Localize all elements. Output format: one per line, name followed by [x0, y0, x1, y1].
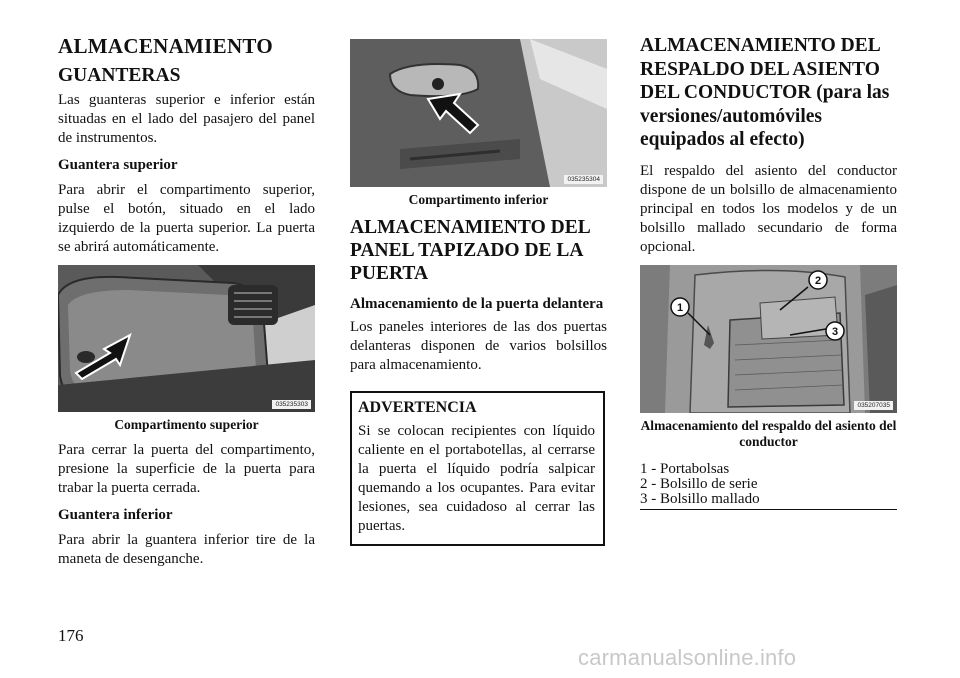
legend-item: 1 - Portabolsas — [640, 460, 730, 477]
lower-glove-box-open-text: Para abrir la guantera inferior tire de la maneta de desenganche. — [58, 532, 315, 567]
upper-glove-box-heading: Guantera superior — [58, 157, 178, 173]
warning-box — [350, 391, 605, 546]
upper-compartment-figure — [58, 265, 315, 412]
right-column — [640, 34, 897, 510]
section-title-glove-boxes: GUANTERAS — [58, 65, 181, 86]
page-number: 176 — [58, 626, 84, 645]
figure-caption: Almacenamiento del respaldo del asiento del conductor — [640, 417, 897, 449]
callout-number: 2 — [814, 274, 822, 287]
figure-code: 035207035 — [854, 401, 893, 410]
warning-text: Si se colocan recipientes con líquido caliente en el portabotellas, al cerrarse la puerta el líquido podría salpicar quemando a los ocupantes. Para evitar lesiones, sea cuidadoso al cerrar las puertas. — [358, 423, 595, 534]
upper-glove-box-open-text: Para abrir el compartimento superior, pulse el botón, situado en el lado izquierdo de la puerta superior. La puerta se abrirá automáticamente. — [58, 182, 315, 255]
figure-caption: Compartimento inferior — [408, 192, 549, 207]
seatback-storage-figure — [640, 265, 897, 413]
callout-number: 1 — [676, 301, 684, 314]
glove-boxes-intro: Las guanteras superior e inferior están situadas en el lado del pasajero del panel de instrumentos. — [58, 92, 315, 146]
lower-compartment-illustration — [350, 39, 607, 187]
section-title-door-storage: ALMACENAMIENTO DEL PANEL TAPIZADO DE LA PUERTA — [350, 217, 590, 284]
figure-code: 035235304 — [564, 175, 603, 184]
watermark-link[interactable]: carmanualsonline.info — [578, 645, 797, 670]
warning-title: ADVERTENCIA — [358, 399, 477, 416]
figure-caption: Compartimento superior — [114, 417, 259, 432]
page-title: ALMACENAMIENTO — [58, 34, 273, 58]
upper-glove-box-close-text: Para cerrar la puerta del compartimento, presione la superficie de la puerta para trabar la puerta cerrada. — [58, 442, 315, 496]
lower-compartment-figure — [350, 39, 607, 187]
door-storage-text: Los paneles interiores de las dos puertas delanteras disponen de varios bolsillos para almacenamiento. — [350, 319, 607, 373]
figure-code: 035235303 — [272, 400, 311, 409]
legend-item: 3 - Bolsillo mallado — [640, 490, 760, 507]
upper-compartment-illustration — [58, 265, 315, 412]
middle-column — [350, 39, 607, 546]
front-door-storage-heading: Almacenamiento de la puerta delantera — [350, 296, 604, 312]
seatback-storage-text: El respaldo del asiento del conductor dispone de un bolsillo de almacenamiento principal en todos los modelos y de un bolsillo mallado secundario de forma opcional. — [640, 162, 897, 255]
section-title-seatback-storage: ALMACENAMIENTO DEL RESPALDO DEL ASIENTO DEL CONDUCTOR (para las versiones/automóviles equipados al efecto) — [640, 35, 890, 150]
legend-item: 2 - Bolsillo de serie — [640, 475, 758, 492]
left-column — [58, 34, 315, 577]
callout-number: 3 — [831, 325, 839, 338]
lower-glove-box-heading: Guantera inferior — [58, 507, 173, 523]
seatback-storage-illustration — [640, 265, 897, 413]
figure-legend — [640, 462, 897, 510]
